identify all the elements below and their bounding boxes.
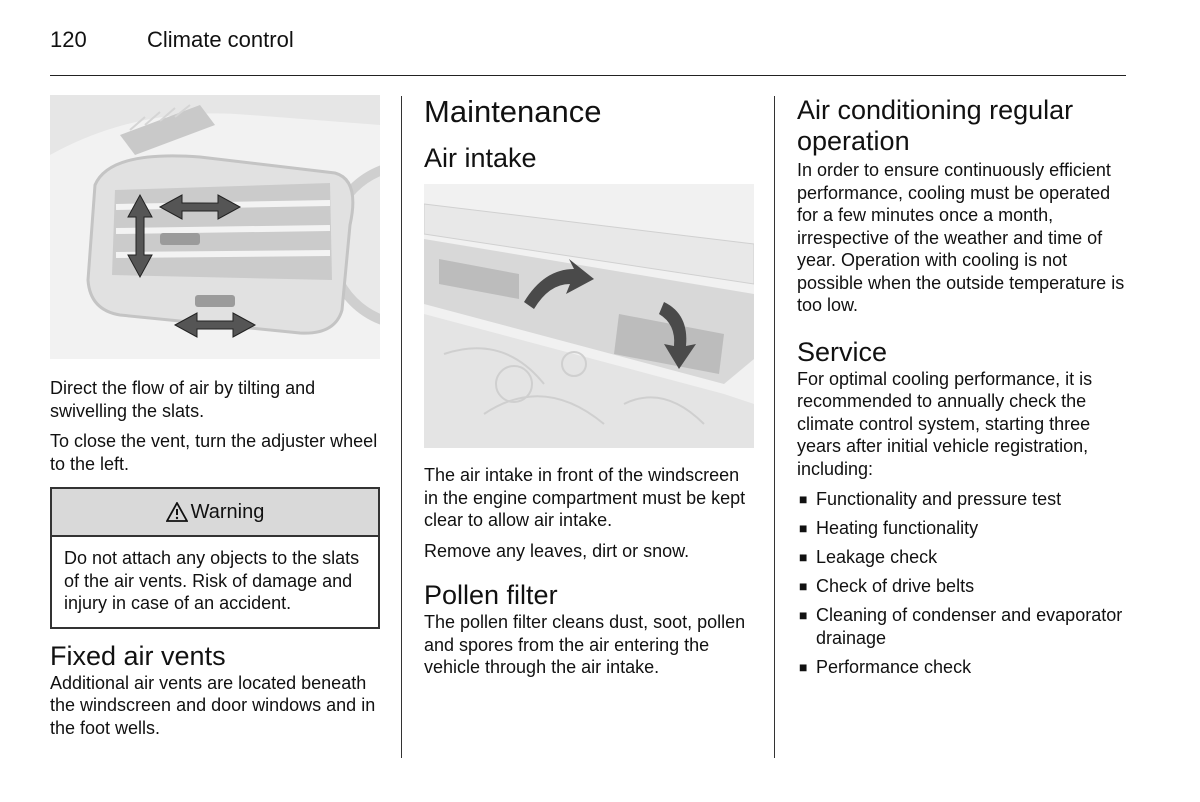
air-intake-heading: Air intake [424, 143, 537, 173]
warning-text: Do not attach any objects to the slats of the air vents. Risk of damage and injury in case of an accident. [64, 548, 360, 613]
air-vent-illustration [50, 95, 380, 359]
body-text: Direct the flow of air by tilting and swivelling the slats. [50, 378, 316, 421]
header-rule [50, 75, 1126, 76]
column-middle [424, 95, 754, 687]
body-text: In order to ensure continuously efficient performance, cooling must be operated for a few minutes once a month, irrespective of the weather and time of year. Operation with cooling is not possible when the outside temperature is too low. [797, 160, 1125, 315]
service-checklist [797, 488, 1127, 678]
column-left [50, 95, 380, 747]
maintenance-heading: Maintenance [424, 94, 602, 129]
list-item: ■ Leakage check [799, 547, 938, 567]
section-title: Climate control [147, 27, 294, 52]
body-text: The pollen filter cleans dust, soot, pollen and spores from the air entering the vehicle through the air intake. [424, 612, 746, 677]
body-text: The air intake in front of the windscreen in the engine compartment must be kept clear to allow air intake. [424, 465, 746, 530]
column-divider [401, 96, 402, 758]
air-intake-illustration [424, 184, 754, 448]
list-item: ■ Check of drive belts [799, 576, 975, 596]
air-intake-illustration-svg [424, 184, 754, 448]
list-item: ■ Performance check [799, 656, 972, 677]
air-conditioning-heading: Air conditioning regular operation [797, 95, 1074, 156]
body-text: To close the vent, turn the adjuster wheel to the left. [50, 431, 378, 474]
service-heading: Service [797, 336, 888, 367]
column-right [797, 95, 1127, 685]
warning-title: Warning [190, 500, 265, 523]
fixed-air-vents-heading: Fixed air vents [50, 640, 226, 671]
body-text: Remove any leaves, dirt or snow. [424, 540, 690, 561]
column-divider [774, 96, 775, 758]
list-item: ■ Cleaning of condenser and evaporator drainage [799, 605, 1123, 648]
list-item: ■ Functionality and pressure test [799, 489, 1062, 509]
warning-box [50, 487, 380, 629]
body-text: Additional air vents are located beneath the windscreen and door windows and in the foot wells. [50, 672, 376, 738]
warning-triangle-icon [166, 502, 188, 522]
list-item: ■ Heating functionality [799, 518, 979, 538]
pollen-filter-heading: Pollen filter [424, 580, 558, 610]
warning-header [52, 489, 378, 537]
air-vent-illustration-svg [50, 95, 380, 359]
warning-body [52, 537, 378, 627]
body-text: For optimal cooling performance, it is recommended to annually check the climate control system, starting three years after initial vehicle registration, including: [797, 368, 1093, 479]
page-number: 120 [50, 27, 87, 52]
